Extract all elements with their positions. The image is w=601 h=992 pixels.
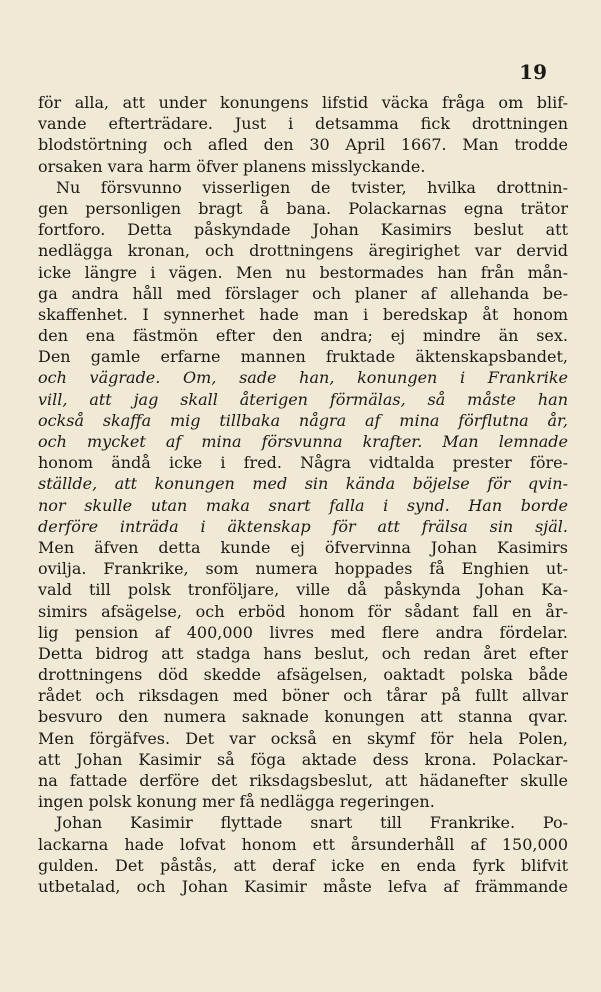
text-line: och mycket af mina försvunna krafter. Man lemnade bbox=[38, 432, 568, 451]
text-line: icke längre i vägen. Men nu bestormades han från mån- bbox=[38, 262, 568, 282]
text-line: och vägrade. Om, sade han, konungen i Frankrike bbox=[38, 368, 568, 388]
text-line: na fattade derföre det riksdagsbeslut, att hädanefter skulle bbox=[38, 771, 568, 790]
text-line: lackarna hade lofvat honom ett årsunderhåll af 150,000 bbox=[38, 834, 568, 854]
text-line: Nu försvunno visserligen de tvister, hvilka drottnin- bbox=[56, 177, 568, 197]
text-line: gulden. Det påstås, att deraf icke en enda fyrk blifvit bbox=[38, 855, 568, 875]
text-line: besvuro den numera saknade konungen att stanna qvar. bbox=[38, 707, 568, 727]
text-line: ga andra håll med förslager och planer af allehanda be- bbox=[38, 283, 568, 303]
text-line: vande efterträdare. Just i detsamma fick drottningen bbox=[38, 114, 568, 134]
text-line: vill, att jag skall återigen förmälas, så måste han bbox=[38, 389, 568, 409]
text-line: ovilja. Frankrike, som numera hoppades få Enghien ut- bbox=[38, 559, 568, 579]
text-line: den ena fästmön efter den andra; ej mindre än sex. bbox=[38, 326, 568, 346]
text-line: Men äfven detta kunde ej öfvervinna Johan Kasimirs bbox=[38, 537, 568, 557]
text-line: orsaken vara harm öfver planens misslyckande. bbox=[38, 156, 426, 176]
text-line: nedlägga kronan, och drottningens äregirighet var dervid bbox=[38, 241, 568, 261]
text-line: för alla, att under konungens lifstid väcka fråga om blif- bbox=[38, 93, 568, 112]
text-line: Johan Kasimir flyttade snart till Frankrike. Po- bbox=[56, 813, 568, 833]
text-line: honom ändå icke i fred. Några vidtalda prester före- bbox=[38, 453, 568, 473]
text-line: simirs afsägelse, och erböd honom för sådant fall en år- bbox=[38, 601, 568, 621]
text-line: fortforo. Detta påskyndade Johan Kasimirs beslut att bbox=[38, 220, 568, 240]
page-number: 19 bbox=[519, 60, 547, 84]
text-line: rådet och riksdagen med böner och tårar på fullt allvar bbox=[38, 686, 568, 706]
text-line: skaffenhet. I synnerhet hade man i beredskap åt honom bbox=[38, 304, 568, 324]
text-line: Detta bidrog att stadga hans beslut, och redan året efter bbox=[38, 643, 568, 663]
text-line: derföre inträda i äktenskap för att frälsa sin själ. bbox=[38, 516, 568, 536]
text-line: ställde, att konungen med sin kända böjelse för qvin- bbox=[38, 474, 568, 494]
text-line: Den gamle erfarne mannen fruktade äktenskapsbandet, bbox=[38, 347, 568, 367]
text-line: vald till polsk tronföljare, ville då påskynda Johan Ka- bbox=[38, 580, 568, 600]
text-line: blodstörtning och afled den 30 April 1667. Man trodde bbox=[38, 135, 568, 155]
body-text bbox=[38, 92, 568, 897]
text-line: också skaffa mig tillbaka några af mina förflutna år, bbox=[38, 410, 568, 430]
text-line: Men förgäfves. Det var också en skymf för hela Polen, bbox=[38, 728, 568, 748]
text-line: att Johan Kasimir så föga aktade dess krona. Polackar- bbox=[38, 749, 568, 769]
text-line: gen personligen bragt å bana. Polackarnas egna trätor bbox=[38, 198, 568, 218]
text-line: drottningens död skedde afsägelsen, oaktadt polska både bbox=[38, 665, 568, 685]
text-line: lig pension af 400,000 livres med flere andra fördelar. bbox=[38, 622, 568, 642]
text-line: utbetalad, och Johan Kasimir måste lefva af främmande bbox=[38, 876, 568, 896]
text-line: ingen polsk konung mer få nedlägga regeringen. bbox=[38, 792, 435, 812]
text-line: nor skulle utan maka snart falla i synd. Han borde bbox=[38, 495, 568, 515]
